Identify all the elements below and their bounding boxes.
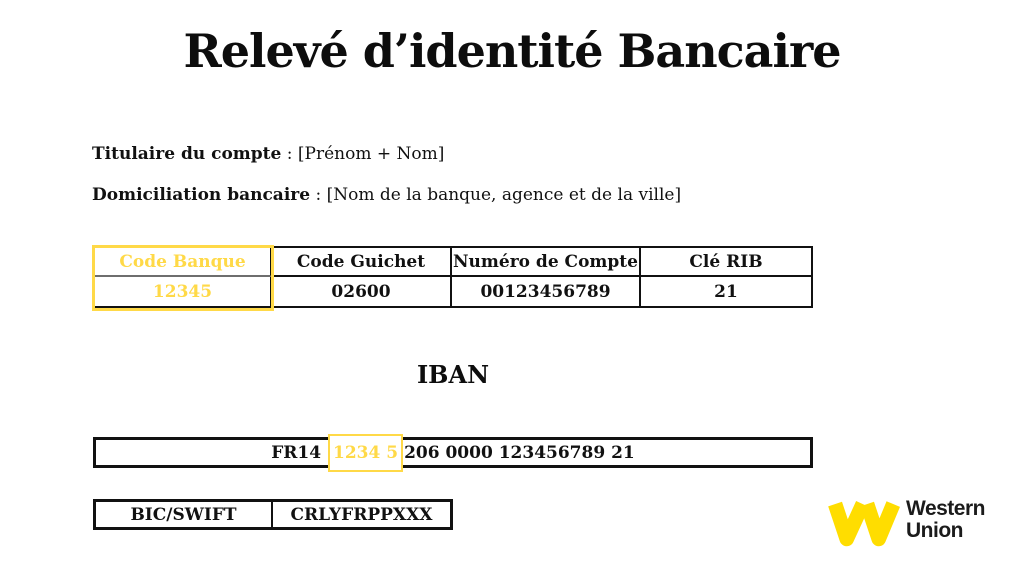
account-holder-row — [92, 144, 444, 164]
bic-swift-value-cell: CRLYFRPPXXX — [290, 504, 433, 525]
rib-table — [93, 246, 813, 308]
iban-heading: IBAN — [416, 360, 490, 389]
rib-value-code-banque: 12345 — [95, 277, 272, 306]
wu-wordmark-line2: Union — [906, 519, 963, 542]
wu-w-monogram-icon — [822, 493, 902, 553]
account-holder-label: Titulaire du compte — [92, 144, 282, 164]
rib-header-code-banque: Code Banque — [95, 248, 272, 277]
rib-header-code-guichet: Code Guichet — [272, 248, 452, 277]
iban-prefix: FR14 — [271, 442, 328, 463]
western-union-logo — [822, 493, 985, 553]
rib-value-cle-rib: 21 — [714, 281, 738, 302]
wu-wordmark-line1: Western — [906, 497, 985, 520]
iban-suffix: 206 0000 123456789 21 — [404, 442, 635, 463]
iban-highlight-segment: 1234 5 — [328, 434, 403, 472]
bic-swift-table — [93, 499, 453, 530]
rib-header-cle-rib: Clé RIB — [641, 248, 811, 277]
rib-value-numero-compte: 00123456789 — [452, 277, 641, 306]
bank-domiciliation-value: : [Nom de la banque, agence et de la ville] — [315, 185, 682, 205]
bic-swift-label-cell: BIC/SWIFT — [96, 502, 273, 527]
page-title: Relevé d’identité Bancaire — [183, 24, 841, 78]
bank-domiciliation-row — [92, 185, 681, 205]
bank-domiciliation-label: Domiciliation bancaire — [92, 185, 311, 205]
rib-value-code-guichet: 02600 — [272, 277, 452, 306]
iban-box — [93, 437, 813, 468]
rib-header-numero-compte: Numéro de Compte — [452, 248, 641, 277]
wu-wordmark — [906, 498, 985, 542]
account-holder-value: : [Prénom + Nom] — [286, 144, 445, 164]
